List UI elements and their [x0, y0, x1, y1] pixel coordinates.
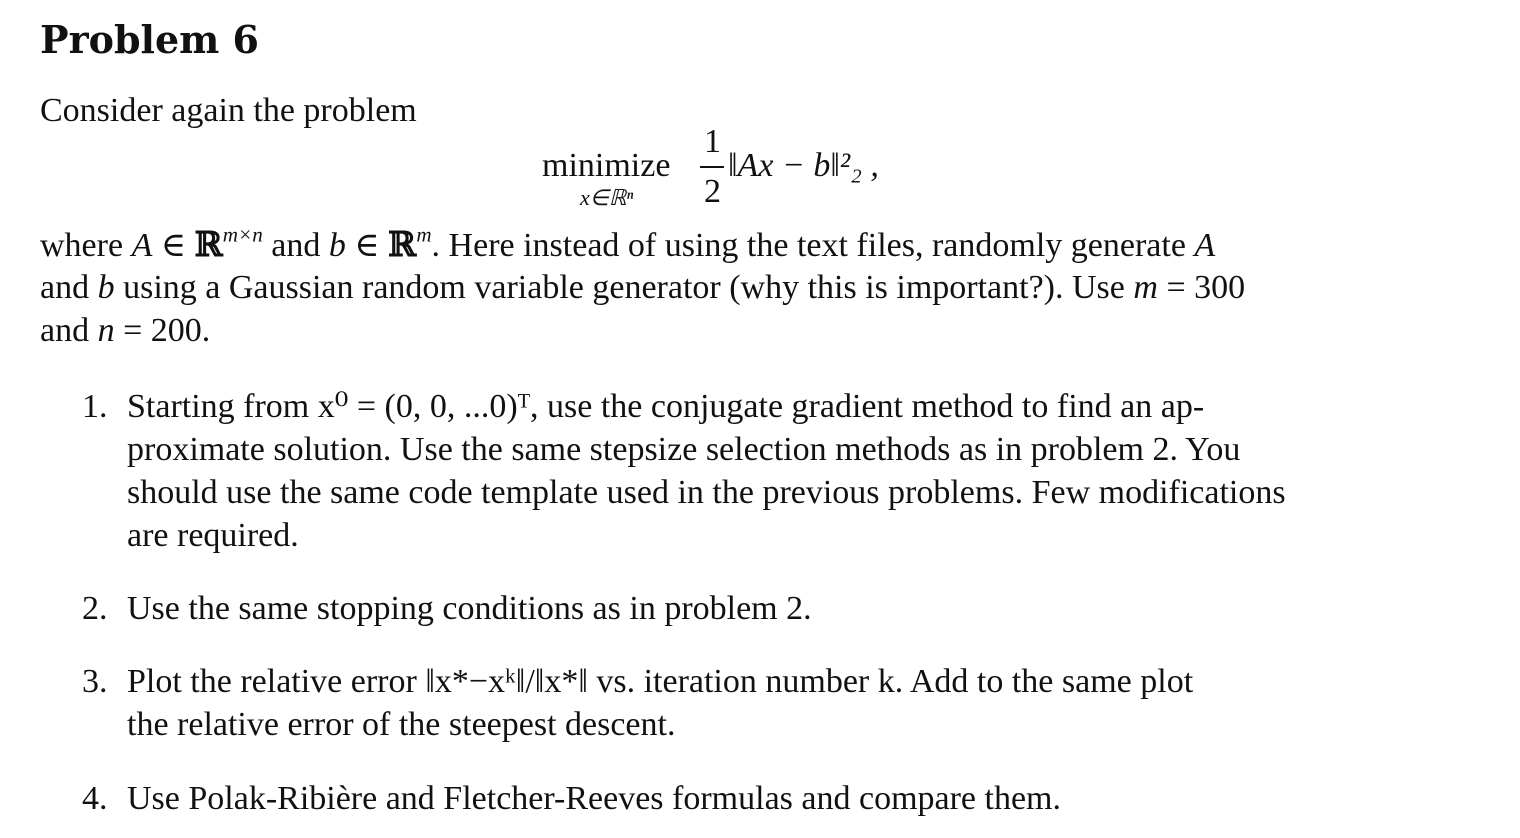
text-fragment: = 200. [114, 312, 211, 349]
math-A: A [1194, 227, 1216, 264]
list-item-3-line-1: Plot the relative error ‖x*−xᵏ‖/‖x*‖ vs. iteration number k. Add to the same plot [127, 663, 1194, 700]
list-item-4-line-1: Use Polak-Ribière and Fletcher-Reeves formulas and compare them. [127, 780, 1062, 817]
fraction-numerator: 1 [704, 123, 721, 160]
text-fragment: using a Gaussian random variable generator (why this is important?). Use [114, 269, 1134, 306]
text-fragment: and [40, 269, 98, 306]
math-m: m [1133, 269, 1158, 306]
list-item-1-line-1: Starting from x⁰ = (0, 0, ...0)ᵀ, use the conjugate gradient method to find an ap- [127, 388, 1205, 425]
intro-line: Consider again the problem [40, 92, 417, 129]
text-fragment: and [262, 227, 329, 264]
list-item-1-line-2: proximate solution. Use the same stepsize selection methods as in problem 2. You [127, 431, 1241, 468]
math-b: b [97, 269, 115, 306]
list-item-3-line-2: the relative error of the steepest descent. [127, 706, 676, 743]
list-item-number: 4. [82, 780, 108, 817]
math-n: n [97, 312, 115, 349]
paragraph-line-2 [40, 267, 1245, 309]
objective-expression: ‖Ax − b‖²₂ , [728, 147, 879, 184]
text-fragment: = 300 [1157, 269, 1246, 306]
list-item-number: 1. [82, 388, 108, 425]
list-item-2-line-1: Use the same stopping conditions as in problem 2. [127, 590, 812, 627]
paragraph-line-1: where A ∈ ℝ$^{m\times n}$ and b ∈ ℝ$^m$. Here instead of using the text files, randomly generate A [40, 222, 1216, 265]
list-item-1-line-4: are required. [127, 517, 299, 554]
reals-symbol: ℝ [388, 225, 417, 265]
text-fragment: . Here instead of using the text files, randomly generate [431, 227, 1195, 264]
list-item-number: 2. [82, 590, 108, 627]
dim-m: m [416, 222, 432, 247]
dim-mxn: m×n [222, 222, 263, 247]
minimize-subscript: x∈ℝⁿ [580, 185, 634, 210]
minimize-operator: minimize [542, 147, 671, 184]
math-b: b [328, 227, 346, 264]
problem-title: Problem 6 [40, 17, 260, 62]
list-item-1-line-3: should use the same code template used in the previous problems. Few modifications [127, 474, 1286, 511]
fraction-bar [700, 166, 724, 168]
fraction-denominator: 2 [704, 173, 721, 210]
text-fragment: and [40, 312, 98, 349]
list-item-number: 3. [82, 663, 108, 700]
text-fragment: where [40, 227, 132, 264]
paragraph-line-3 [40, 310, 210, 352]
math-A-in-R: A [131, 227, 153, 264]
reals-symbol: ℝ [194, 225, 223, 265]
